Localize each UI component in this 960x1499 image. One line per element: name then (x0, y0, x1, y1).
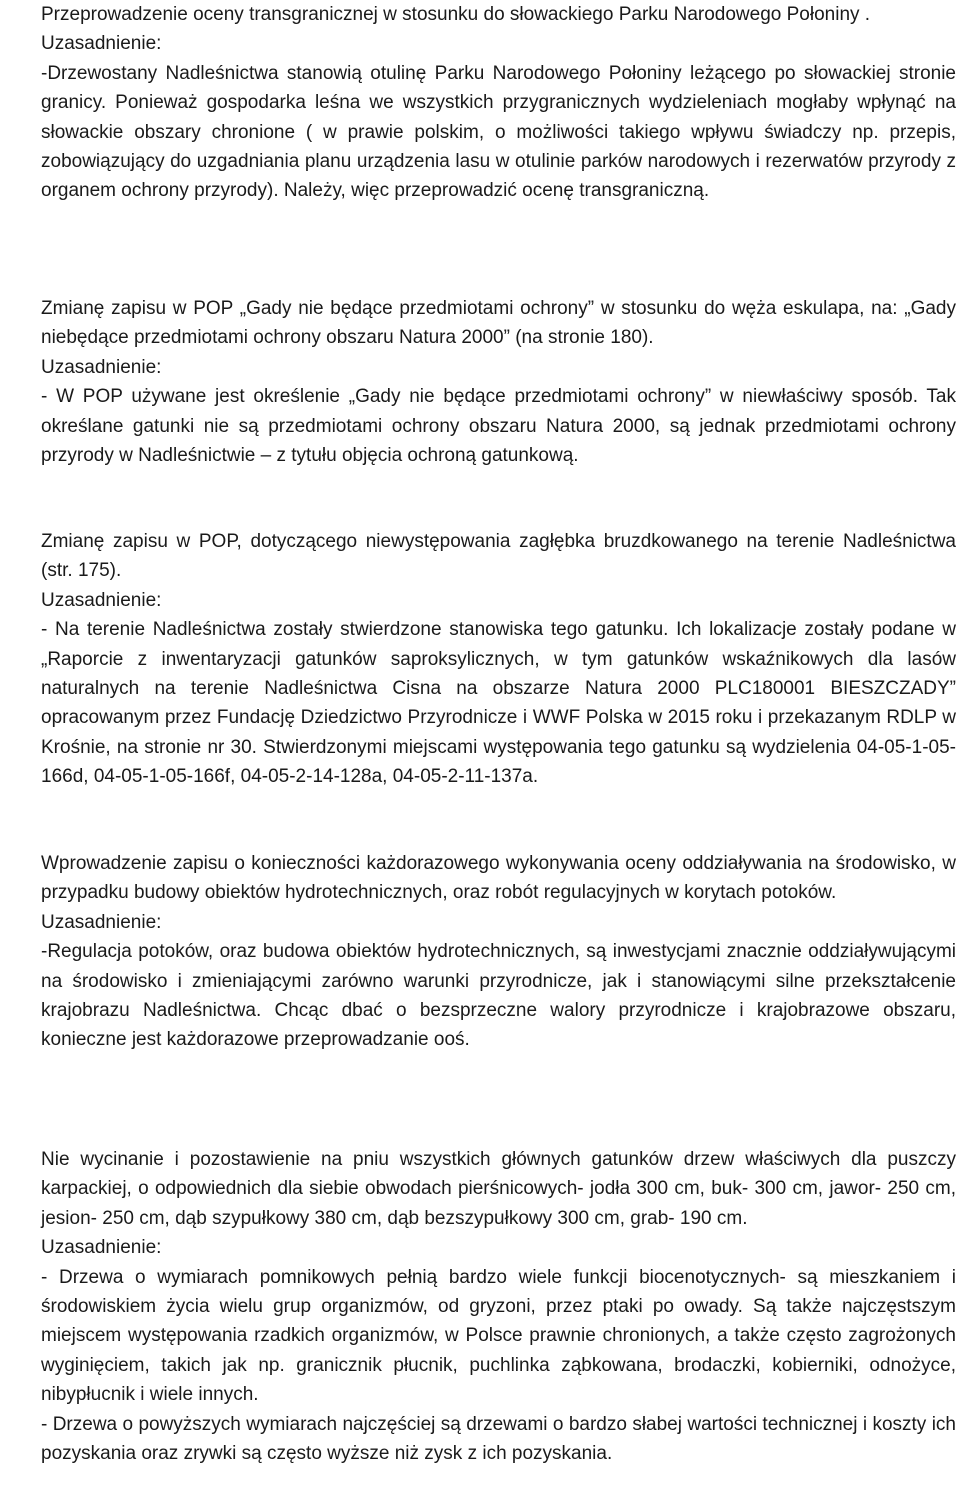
item-title (4, 294, 956, 353)
item-title-text: Zmianę zapisu w POP „Gady nie będące przedmiotami ochrony” w stosunku do węża eskulapa, na: „Gady niebędące przedmiotami ochrony obszaru Natura 2000” (na stronie 180). (41, 298, 956, 349)
item-title-text: Nie wycinanie i pozostawienie na pniu wszystkich głównych gatunków drzew właściwych dla puszczy karpackiej, o odpowiednich dla siebie obwodach pierśnicowych- jodła 300 cm, buk- 300 cm, jawor- 250 cm, jesion- 250 cm, dąb szypułkowy 380 cm, dąb bezszypułkowy 300 cm, grab- 190 cm. (41, 1149, 956, 1229)
item-number (4, 527, 41, 556)
list-item (4, 0, 956, 206)
item-number (4, 0, 41, 29)
item-title-text: Przeprowadzenie oceny transgranicznej w stosunku do słowackiego Parku Narodowego Połoniny . (41, 4, 871, 25)
item-title-text: Zmianę zapisu w POP, dotyczącego niewystępowania zagłębka bruzdkowanego na terenie Nadleśnictwa (str. 175). (41, 531, 956, 582)
item-title (4, 1145, 956, 1233)
justification-label: Uzasadnienie: (41, 356, 162, 378)
justification-body: - W POP używane jest określenie „Gady nie będące przedmiotami ochrony” w niewłaściwy sposób. Tak określane gatunki nie są przedmiotami ochrony obszaru Natura 2000, są jednak przedmiotami ochrony przyrody w Nadleśnictwie – z tytułu objęcia ochroną gatunkową. (41, 386, 956, 467)
item-number (4, 1145, 41, 1174)
list-item (4, 849, 956, 1055)
list-item (4, 527, 956, 792)
item-number (4, 849, 41, 878)
justification-label: Uzasadnienie: (41, 911, 162, 933)
item-title (4, 849, 956, 908)
justification-body-second: - Drzewa o powyższych wymiarach najczęściej są drzewami o bardzo słabej wartości technicznej i koszty ich pozyskania oraz zrywki są często wyższe niż zysk z ich pozyskania. (41, 1413, 956, 1465)
justification-body: -Drzewostany Nadleśnictwa stanowią otulinę Parku Narodowego Połoniny leżącego po słowackiej stronie granicy. Ponieważ gospodarka leśna we wszystkich przygranicznych wydzieleniach mogłaby wpłynąć na słowackie obszary chronione ( w prawie polskim, o możliwości takiego wpływu świadczy np. przepis, zobowiązujący do uzgadniania planu urządzenia lasu w otulinie parków narodowych i rezerwatów przyrody z organem ochrony przyrody). Należy, więc przeprowadzić ocenę transgraniczną. (41, 62, 956, 202)
item-title (4, 527, 956, 586)
item-number (4, 294, 41, 323)
list-item (4, 294, 956, 470)
justification-label: Uzasadnienie: (41, 33, 162, 55)
justification-body: - Na terenie Nadleśnictwa zostały stwierdzone stanowiska tego gatunku. Ich lokalizacje zostały podane w „Raporcie z inwentaryzacji gatunków saproksylicznych, w tym gatunków wskaźnikowych dla lasów naturalnych na terenie Nadleśnictwa Cisna na obszarze Natura 2000 PLC180001 BIESZCZADY” opracowanym przez Fundację Dziedzictwo Przyrodnicze i WWF Polska w 2015 roku i przekazanym RDLP w Krośnie, na stronie nr 30. Stwierdzonymi miejscami występowania tego gatunku są wydzielenia 04-05-1-05-166d, 04-05-1-05-166f, 04-05-2-14-128a, 04-05-2-11-137a. (41, 619, 956, 788)
justification-label: Uzasadnienie: (41, 1237, 162, 1259)
justification-body: - Drzewa o wymiarach pomnikowych pełnią bardzo wiele funkcji biocenotycznych- są mieszkaniem i środowiskiem życia wielu grup organizmów, od gryzoni, przez ptaki po owady. Są także najczęstszym miejscem występowania rzadkich organizmów, w Polsce prawnie chronionych, a także często zagrożonych wyginięciem, takich jak np. granicznik płucnik, puchlinka ząbkowana, brodaczki, kobierniki, odnożyce, nibypłucnik i wiele innych. (41, 1266, 956, 1406)
list-item (4, 1145, 956, 1468)
justification-body: -Regulacja potoków, oraz budowa obiektów hydrotechnicznych, są inwestycjami znacznie oddziaływującymi na środowisko i zmieniającymi zarówno warunki przyrodnicze, jak i stanowiącymi silne przekształcenie krajobrazu Nadleśnictwa. Chcąc dbać o bezsprzeczne walory przyrodnicze i krajobrazowe obszaru, konieczne jest każdorazowe przeprowadzanie ooś. (41, 941, 956, 1051)
justification-label: Uzasadnienie: (41, 589, 162, 611)
item-title-text: Wprowadzenie zapisu o konieczności każdorazowego wykonywania oceny oddziaływania na środowisko, w przypadku budowy obiektów hydrotechnicznych, oraz robót regulacyjnych w korytach potoków. (41, 853, 956, 904)
item-title (4, 0, 956, 29)
